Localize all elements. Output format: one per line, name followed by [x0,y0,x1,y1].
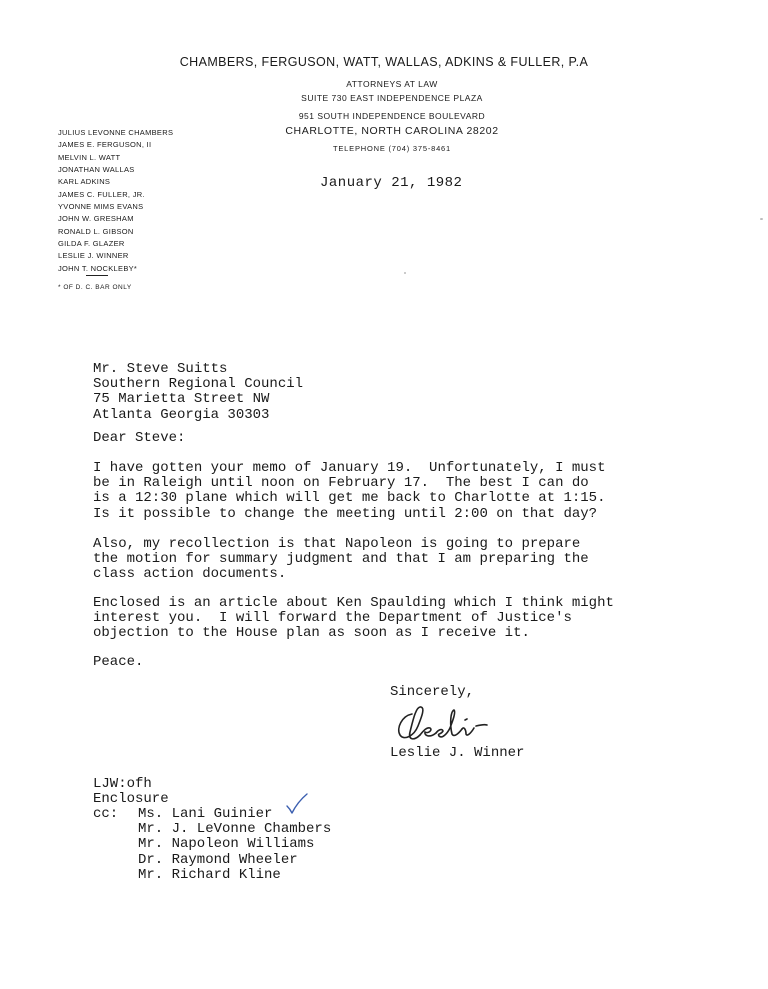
firm-suite: SUITE 730 EAST INDEPENDENCE PLAZA [301,93,483,103]
partner-name: YVONNE MIMS EVANS [58,202,144,212]
paragraph-line: I have gotten your memo of January 19. Unfortunately, I must [93,460,606,476]
partner-name: RONALD L. GIBSON [58,226,134,236]
paragraph-line: the motion for summary judgment and that I am preparing the [93,551,589,568]
closing: Sincerely, [390,684,475,700]
partner-name: JONATHAN WALLAS [58,165,135,175]
partner-name: JOHN W. GRESHAM [58,214,134,224]
partner-name: MELVIN L. WATT [58,152,121,162]
paragraph-line: Enclosed is an article about Ken Spaulding which I think might [93,595,614,611]
cc-recipient: Mr. J. LeVonne Chambers [138,821,332,838]
paragraph-line: be in Raleigh until noon on February 17. The best I can do [93,475,589,492]
closing-remark: Peace. [93,654,144,670]
paragraph-line: interest you. I will forward the Department of Justice's [93,610,572,627]
letter-date: January 21, 1982 [320,175,463,191]
firm-city: CHARLOTTE, NORTH CAROLINA 28202 [285,125,499,137]
bar-note: * OF D. C. BAR ONLY [58,284,132,291]
paragraph-line: objection to the House plan as soon as I receive it. [93,625,530,642]
paragraph-line: class action documents. [93,566,287,583]
partner-name: JAMES E. FERGUSON, II [58,140,152,150]
partner-name: JAMES C. FULLER, JR. [58,189,145,199]
scan-speck [404,272,406,274]
partner-name: KARL ADKINS [58,177,111,187]
firm-street: 951 SOUTH INDEPENDENCE BOULEVARD [298,111,486,121]
signature-name: Leslie J. Winner [390,745,525,761]
scan-speck [760,218,763,220]
cc-list [138,807,331,883]
cc-recipient: Dr. Raymond Wheeler [138,851,298,868]
cc-label: cc: [93,806,119,822]
cc-recipient: Ms. Lani Guinier [138,806,273,822]
partner-name: LESLIE J. WINNER [58,251,129,261]
paragraph [93,596,614,642]
handwritten-signature [392,700,492,744]
firm-profession: ATTORNEYS AT LAW [346,79,438,89]
reference-initials: LJW:ofh [93,776,152,792]
paragraph-line: Also, my recollection is that Napoleon is going to prepare [93,536,581,552]
check-mark-icon [284,792,310,816]
firm-name: CHAMBERS, FERGUSON, WATT, WALLAS, ADKINS & FULLER, P.A [179,55,589,69]
enclosure-note: Enclosure [93,791,169,807]
paragraph-line: Is it possible to change the meeting until 2:00 on that day? [93,505,598,522]
paragraph [93,461,605,522]
partner-name: JOHN T. NOCKLEBY* [58,263,138,273]
partner-list [58,127,173,275]
recipient-city: Atlanta Georgia 30303 [93,406,270,423]
recipient-name: Mr. Steve Suitts [93,361,228,377]
cc-recipient: Mr. Napoleon Williams [138,836,315,853]
partner-name: JULIUS LEVONNE CHAMBERS [58,128,174,137]
firm-telephone: TELEPHONE (704) 375-8461 [333,144,451,153]
recipient-organization: Southern Regional Council [93,376,304,393]
salutation: Dear Steve: [93,430,186,446]
recipient-address [93,362,303,423]
pen-underline-mark [86,275,108,276]
recipient-street: 75 Marietta Street NW [93,391,270,408]
paragraph [93,537,589,583]
partner-name: GILDA F. GLAZER [58,239,125,249]
cc-recipient: Mr. Richard Kline [138,866,281,883]
paragraph-line: is a 12:30 plane which will get me back to Charlotte at 1:15. [93,490,606,507]
